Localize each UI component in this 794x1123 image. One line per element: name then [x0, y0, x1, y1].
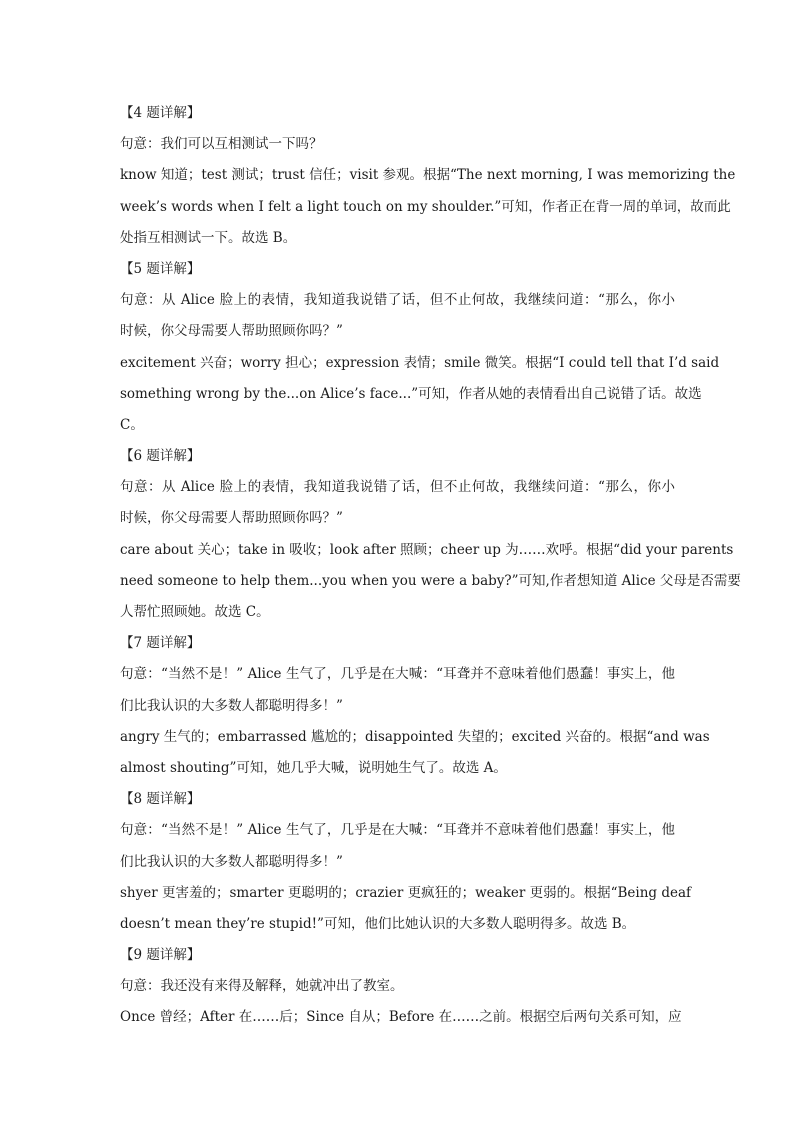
text-line: 时候，你父母需要人帮助照顾你吗？” [120, 323, 343, 340]
text-line: 处指互相测试一下。故选 B。 [120, 229, 297, 246]
text-line: angry 生气的；embarrassed 尴尬的；disappointed 失望的；excited 兴奋的。根据“and was [120, 728, 710, 745]
text-line: 句意：“当然不是！” Alice 生气了，几乎是在大喊：“耳聋并不意味着他们愚蠢！事实上，他 [120, 666, 675, 683]
section-heading: 【7 题详解】 [120, 635, 201, 652]
text-line: 人帮忙照顾她。故选 C。 [120, 604, 270, 620]
text-line: 句意：我还没有来得及解释，她就冲出了教室。 [120, 978, 404, 995]
text-line: almost shouting”可知，她几乎大喊，说明她生气了。故选 A。 [120, 759, 507, 776]
section-heading: 【6 题详解】 [120, 448, 201, 465]
text-line: care about 关心；take in 吸收；look after 照顾；cheer up 为……欢呼。根据“did your parents [120, 541, 734, 558]
text-line: something wrong by the...on Alice’s face...”可知，作者从她的表情看出自己说错了话。故选 [120, 385, 702, 402]
text-line: 句意：从 Alice 脸上的表情，我知道我说错了话，但不止何故，我继续问道：“那么，你小 [120, 479, 675, 496]
text-line: 句意：“当然不是！” Alice 生气了，几乎是在大喊：“耳聋并不意味着他们愚蠢！事实上，他 [120, 822, 675, 839]
text-line: excitement 兴奋；worry 担心；expression 表情；smile 微笑。根据“I could tell that I’d said [120, 354, 720, 371]
document-page [120, 98, 741, 1034]
text-line: shyer 更害羞的；smarter 更聪明的；crazier 更疯狂的；weaker 更弱的。根据“Being deaf [120, 884, 692, 901]
text-line: Once 曾经；After 在……后；Since 自从；Before 在……之前。根据空后两句关系可知，应 [120, 1009, 682, 1026]
text-line: need someone to help them...you when you were a baby?”可知,作者想知道 Alice 父母是否需要 [120, 572, 741, 589]
text-line: 们比我认识的大多数人都聪明得多！” [120, 853, 343, 870]
section-heading: 【5 题详解】 [120, 260, 201, 277]
section-heading: 【4 题详解】 [120, 105, 201, 121]
text-line: know 知道；test 测试；trust 信任；visit 参观。根据“The next morning, I was memorizing the [120, 167, 736, 184]
section-heading: 【9 题详解】 [120, 947, 201, 964]
text-line: C。 [120, 416, 144, 433]
text-line: week’s words when I felt a light touch on my shoulder.”可知，作者正在背一周的单词，故而此 [120, 198, 731, 215]
text-line: 句意：从 Alice 脸上的表情，我知道我说错了话，但不止何故，我继续问道：“那么，你小 [120, 292, 675, 309]
text-line: doesn’t mean they’re stupid!”可知，他们比她认识的大多数人聪明得多。故选 B。 [120, 915, 636, 932]
text-line: 句意：我们可以互相测试一下吗？ [120, 136, 323, 153]
section-heading: 【8 题详解】 [120, 791, 201, 808]
text-line: 们比我认识的大多数人都聪明得多！” [120, 697, 343, 714]
text-line: 时候，你父母需要人帮助照顾你吗？” [120, 510, 343, 527]
